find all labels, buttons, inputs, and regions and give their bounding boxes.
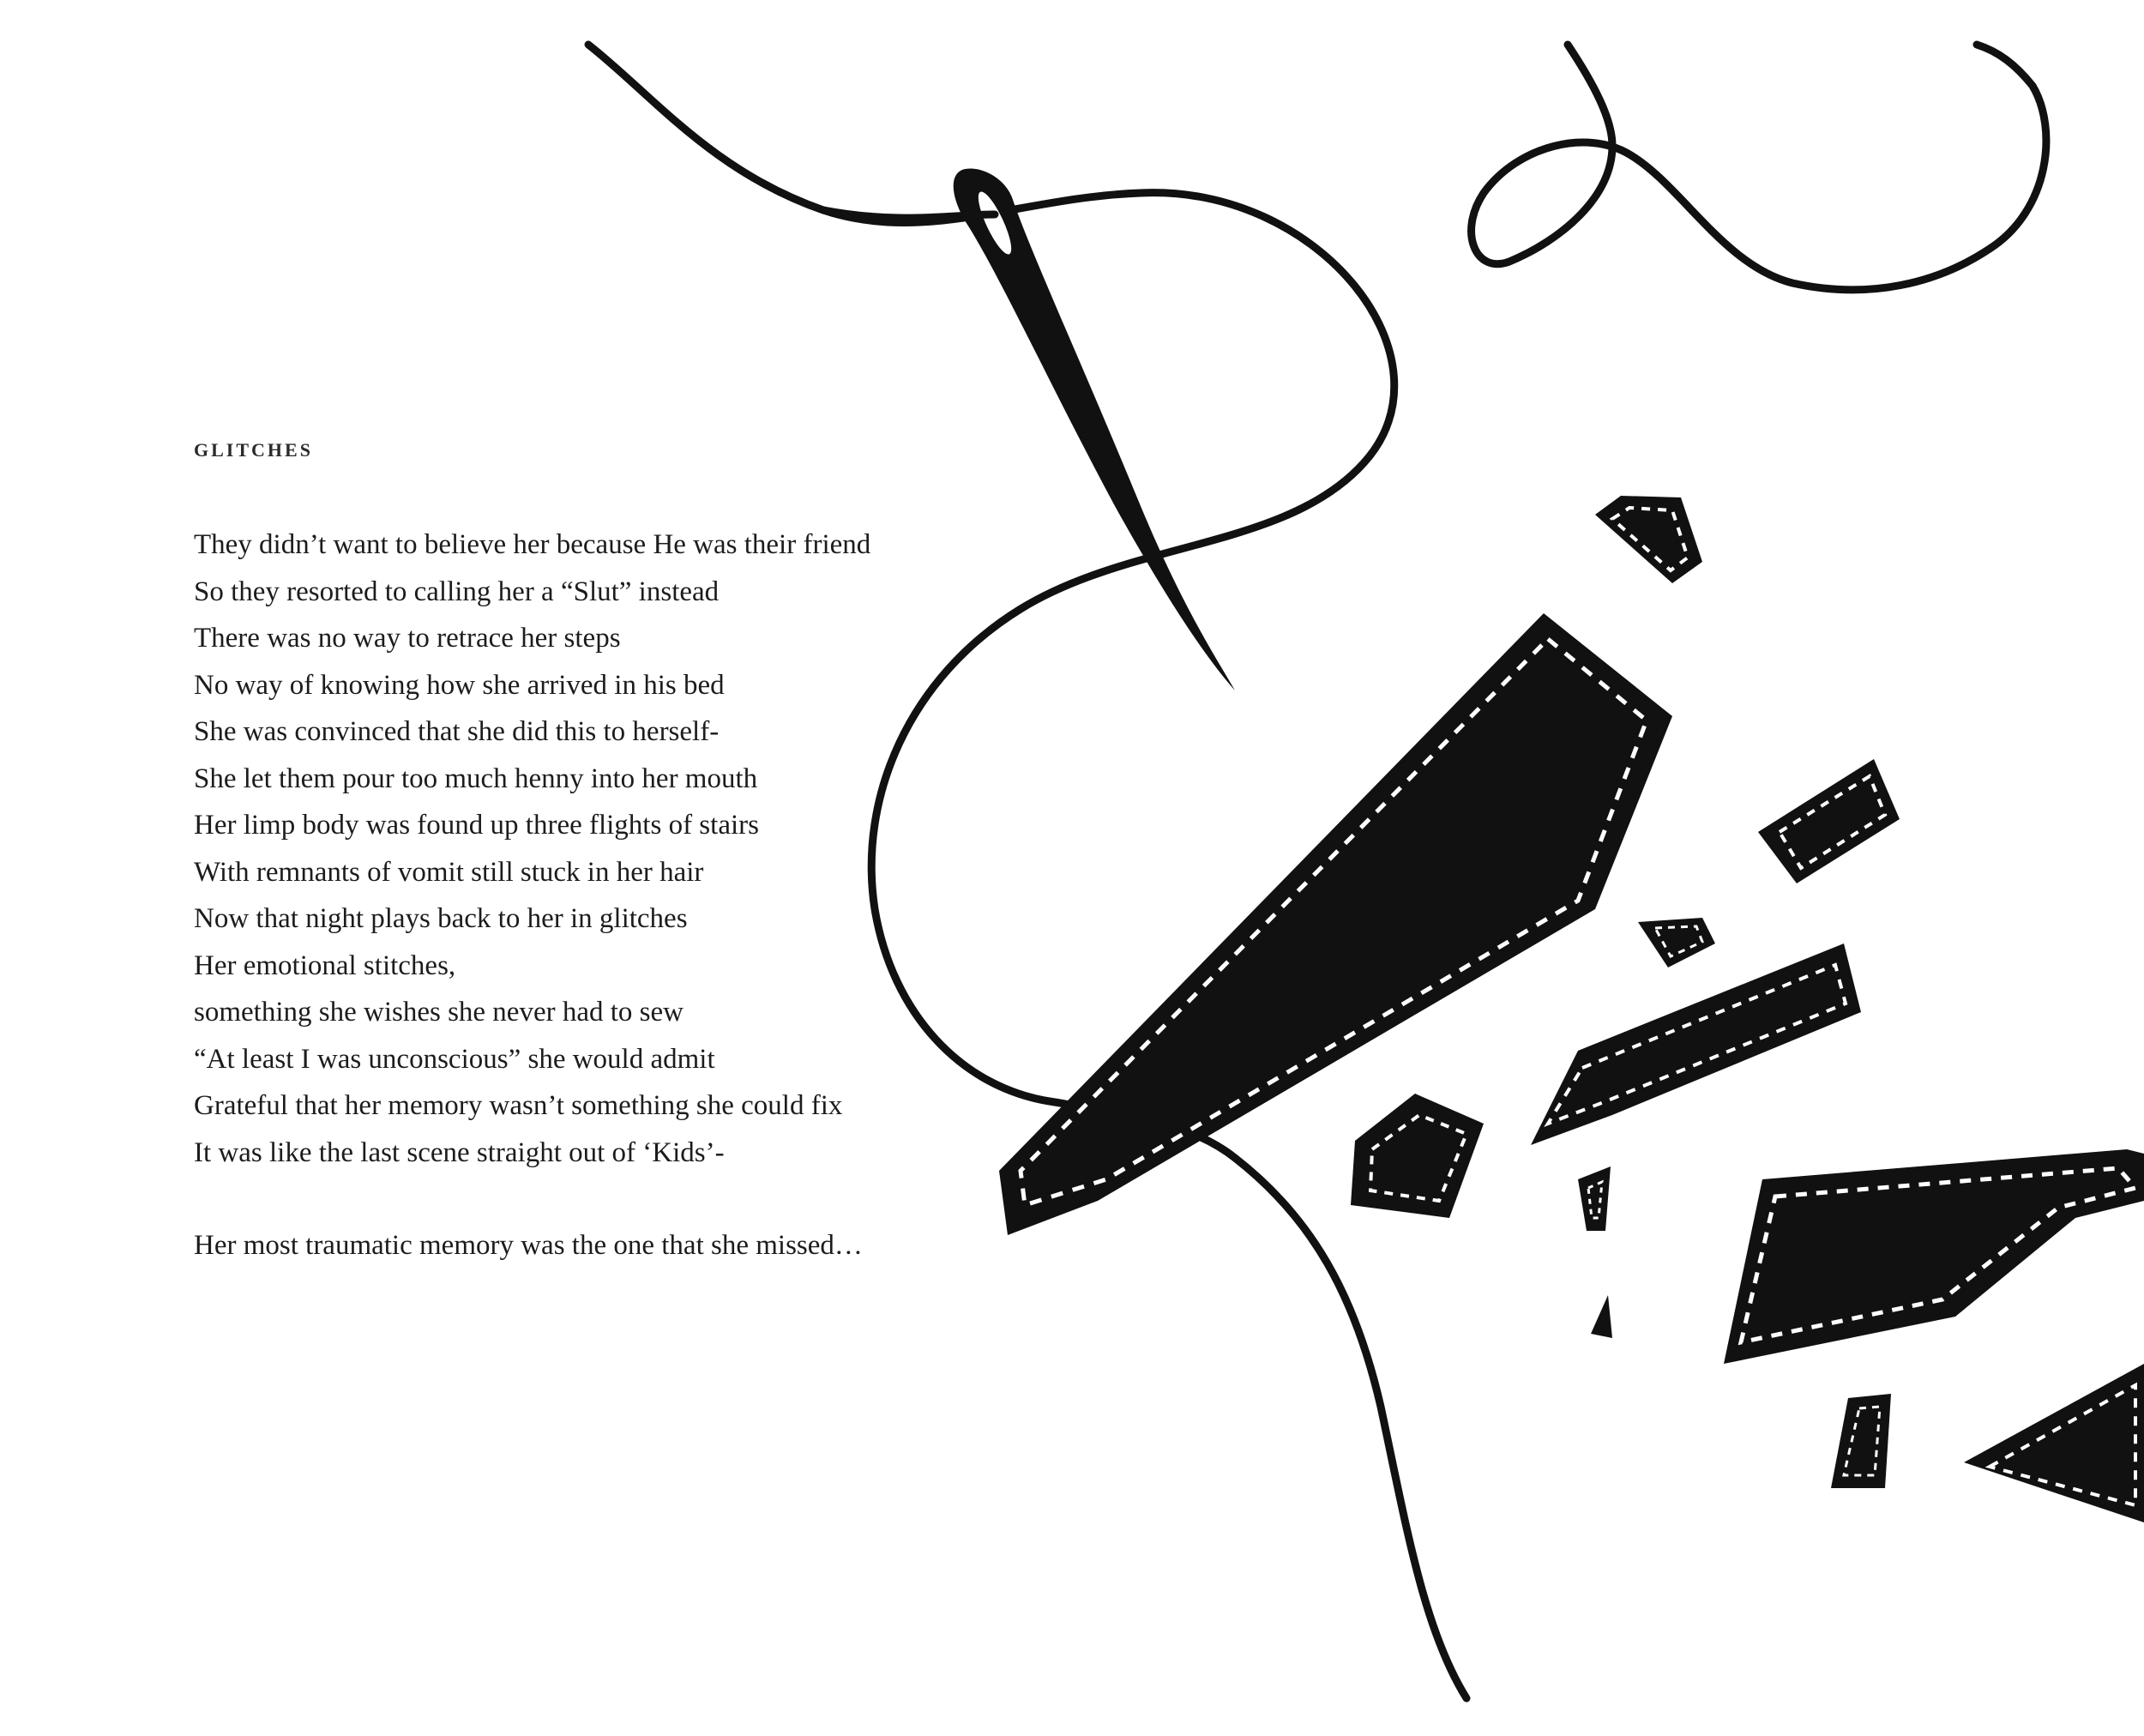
poem-title: GLITCHES xyxy=(194,439,313,461)
fabric-shard-quad xyxy=(1351,1094,1484,1218)
poem-line: Now that night plays back to her in glitches xyxy=(194,903,688,934)
poem-line: Her emotional stitches, xyxy=(194,949,456,981)
fabric-shard-tiny-1 xyxy=(1638,918,1715,967)
thread-curl xyxy=(1472,45,2046,290)
fabric-shard-bottom-large xyxy=(1724,1149,2144,1364)
poem-line: Her limp body was found up three flights of stairs xyxy=(194,810,759,841)
poem xyxy=(194,437,966,1298)
fabric-shard-long xyxy=(1531,943,1861,1145)
poem-closing-line: Her most traumatic memory was the one that she missed… xyxy=(194,1230,863,1261)
poem-line: She let them pour too much henny into her mouth xyxy=(194,763,758,794)
fabric-shard-small-top xyxy=(1595,496,1702,583)
needle-icon xyxy=(954,169,1235,690)
poem-line: She was convinced that she did this to herself- xyxy=(194,716,720,747)
fabric-shard-rect xyxy=(1758,759,1900,883)
poem-stanza xyxy=(194,521,966,1176)
fabric-shard-bottom-right xyxy=(1964,1364,2144,1522)
poem-line: No way of knowing how she arrived in his bed xyxy=(194,669,725,701)
fabric-shard-bottom-small xyxy=(1831,1394,1891,1488)
poem-line: Grateful that her memory wasn’t something she could fix xyxy=(194,1090,843,1121)
poem-line: something she wishes she never had to sew xyxy=(194,997,684,1028)
fabric-shard-tiny-3 xyxy=(1591,1295,1612,1338)
poem-line: There was no way to retrace her steps xyxy=(194,623,621,654)
poem-line: With remnants of vomit still stuck in her hair xyxy=(194,856,704,888)
poem-line: It was like the last scene straight out of ‘Kids’- xyxy=(194,1136,725,1168)
poem-line: So they resorted to calling her a “Slut” instead xyxy=(194,576,720,607)
poem-line: “At least I was unconscious” she would admit xyxy=(194,1043,715,1075)
fabric-shard-tiny-2 xyxy=(1578,1166,1611,1231)
poem-line: They didn’t want to believe her because He was their friend xyxy=(194,529,871,560)
fabric-shard-large xyxy=(999,613,1672,1235)
